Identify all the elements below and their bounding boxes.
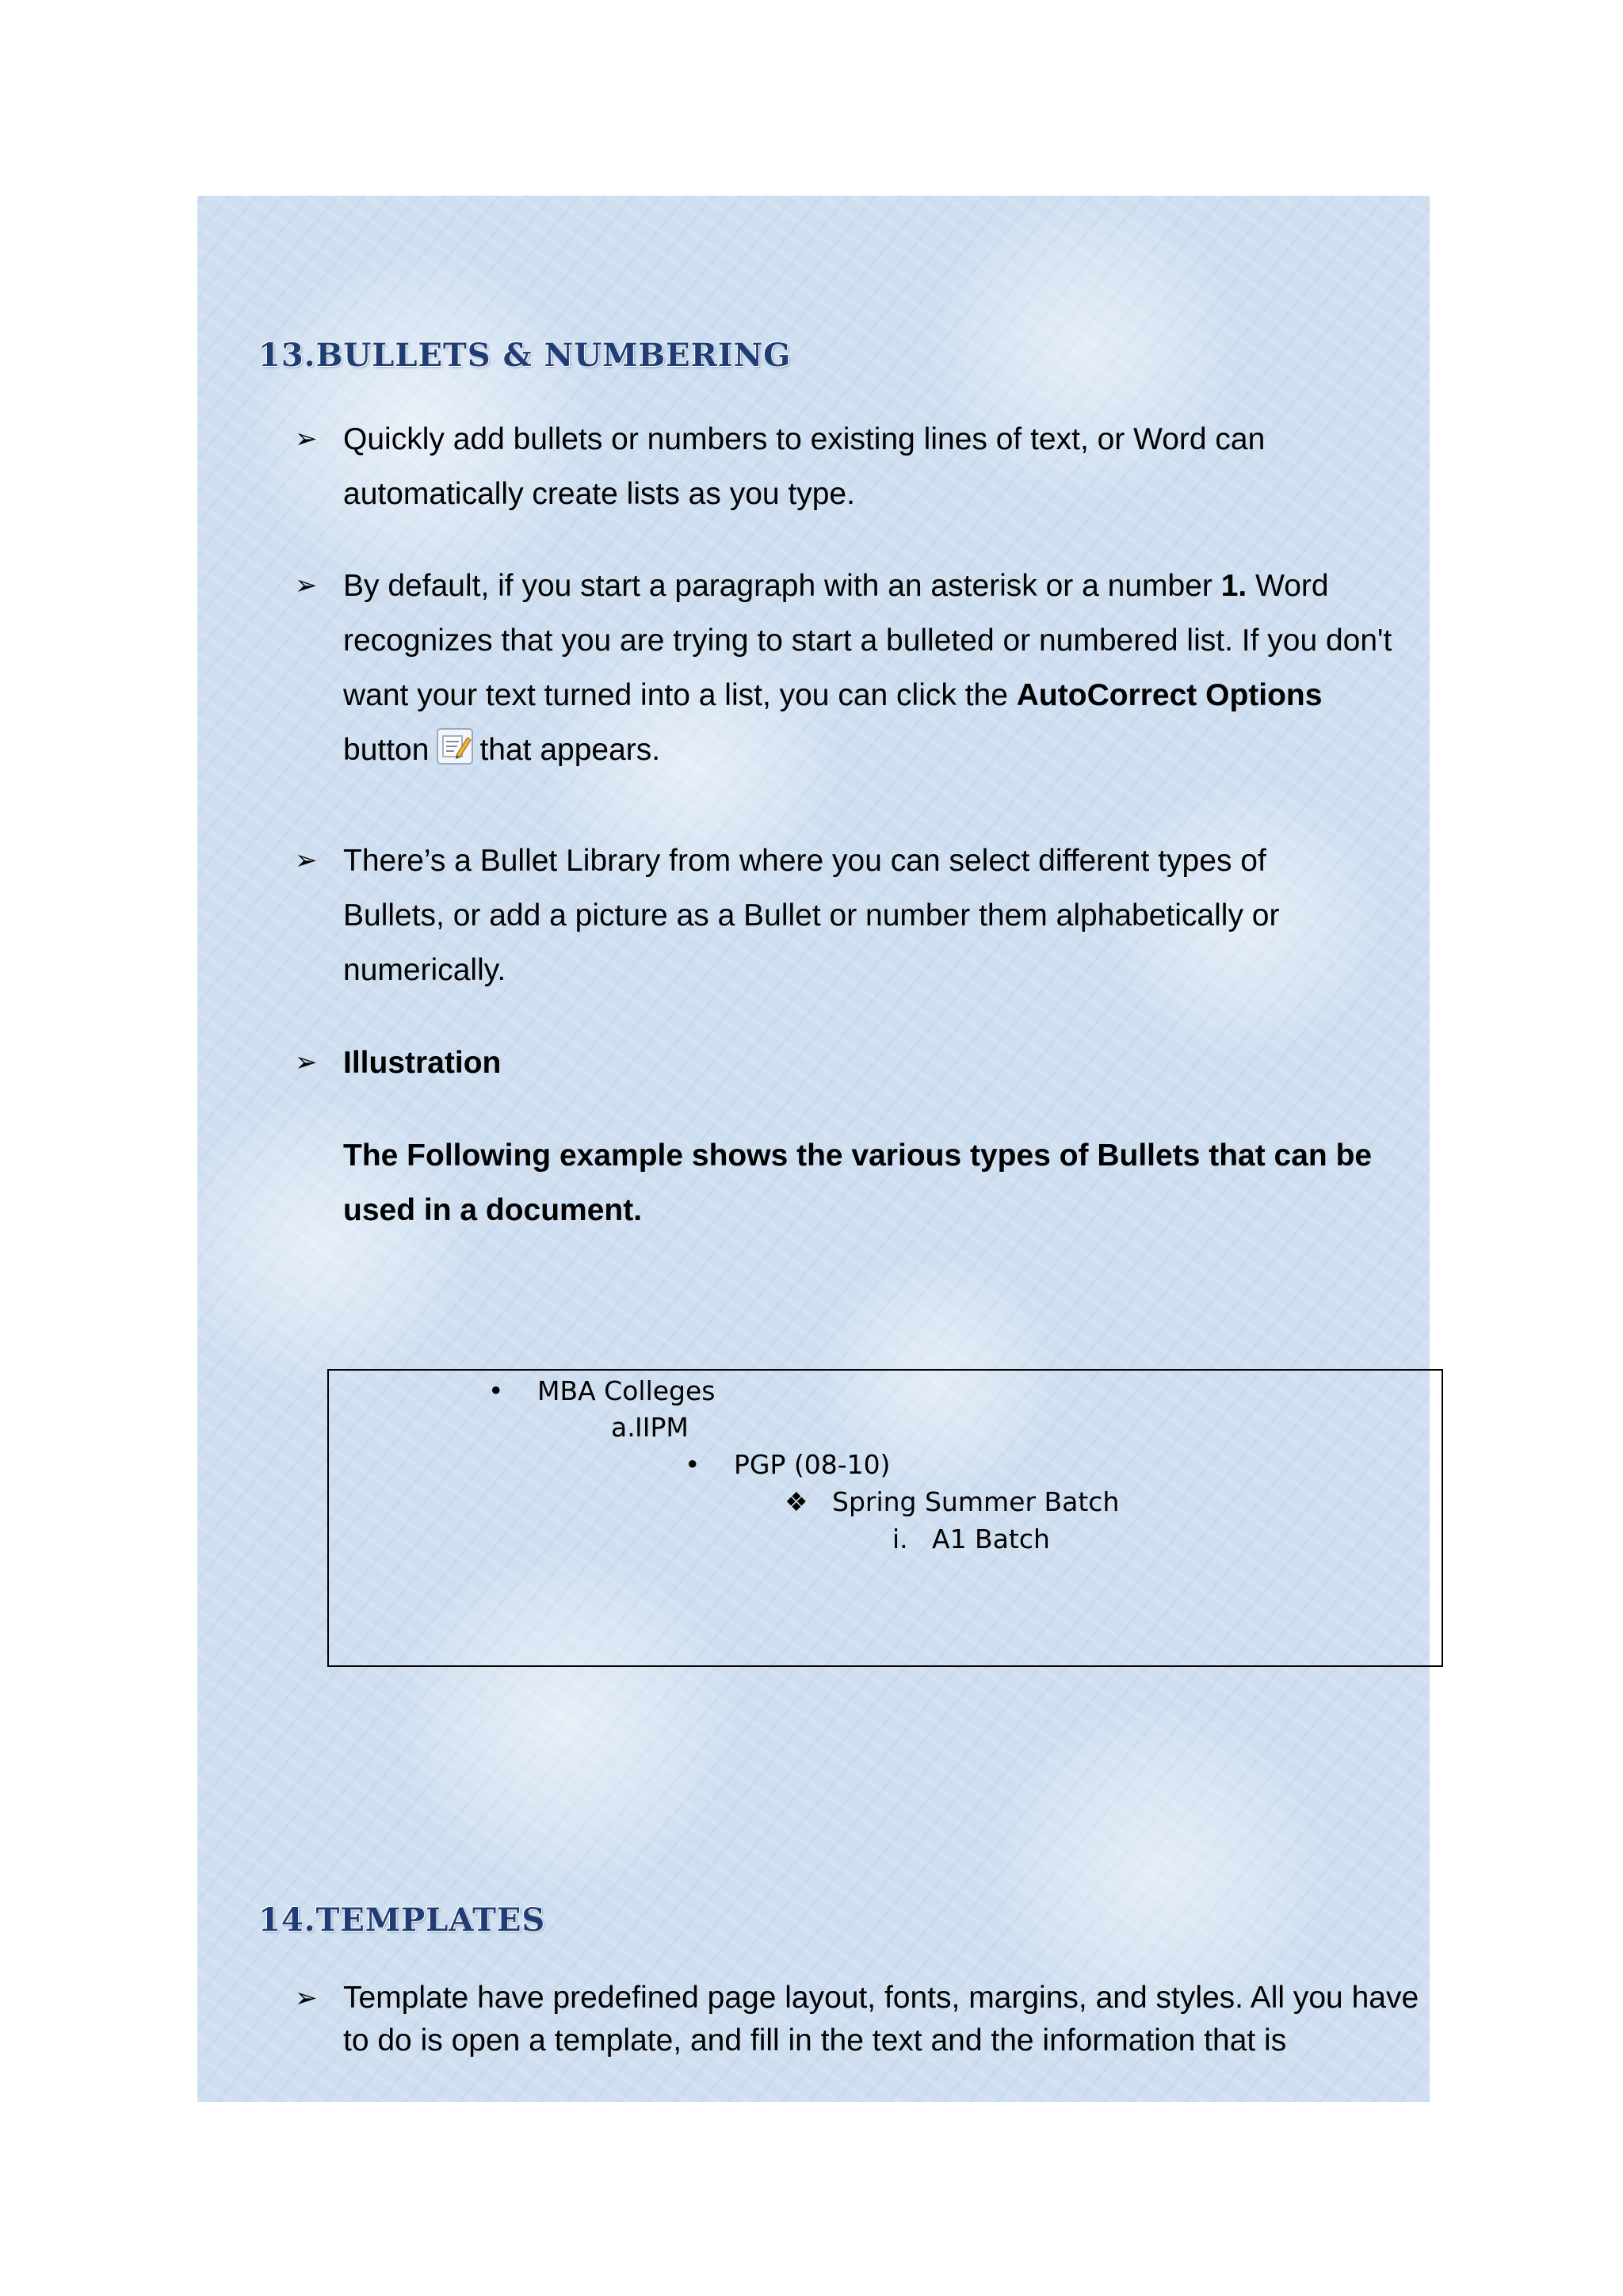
example-list-item-5: i. A1 Batch <box>892 1524 1050 1554</box>
autocorrect-options-icon <box>435 727 475 766</box>
bullet-paragraph-3: There’s a Bullet Library from where you can select different types of Bullets, or add a picture as a Bullet or number them alphabetically or numerically. <box>343 844 1280 987</box>
example-caption: The Following example shows the various types of Bullets that can be used in a document. <box>343 1138 1373 1227</box>
example-list-item-4: ❖ Spring Summer Batch <box>785 1484 1119 1520</box>
diamond-bullet-icon: ❖ <box>785 1486 808 1517</box>
bullet-paragraph-1: Quickly add bullets or numbers to existing lines of text, or Word can automatically create lists as you type. <box>343 422 1266 511</box>
section-14-heading: 14.TEMPLATES <box>258 1901 546 1939</box>
arrow-bullet-icon: ➢ <box>295 845 318 875</box>
round-bullet-icon: • <box>488 1375 504 1406</box>
arrow-bullet-icon: ➢ <box>295 424 318 454</box>
section-13-heading: 13.BULLETS & NUMBERING <box>258 337 792 374</box>
example-list-item-2: a.IIPM <box>611 1412 689 1443</box>
arrow-bullet-icon: ➢ <box>295 570 318 601</box>
arrow-bullet-icon: ➢ <box>295 1047 318 1077</box>
illustration-label: Illustration <box>343 1046 502 1080</box>
arrow-bullet-icon: ➢ <box>295 1983 318 2013</box>
example-list-item-1: • MBA Colleges <box>488 1373 716 1409</box>
templates-paragraph: Template have predefined page layout, fonts, margins, and styles. All you have to do is open a template, and fill in the text and the information that is <box>343 1981 1419 2058</box>
round-bullet-icon: • <box>685 1449 701 1480</box>
bullet-paragraph-2: By default, if you start a paragraph with an asterisk or a number 1. Word recognizes that you are trying to start a bulleted or numbered list. If you don't want your text turned into a list, you can click the AutoCorrect Options button that appears. <box>343 569 1392 767</box>
example-list-item-3: • PGP (08-10) <box>685 1447 891 1483</box>
